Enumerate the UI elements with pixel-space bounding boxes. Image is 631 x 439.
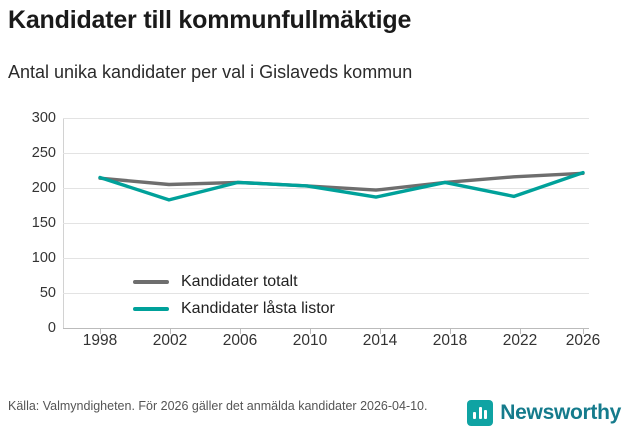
y-tick-label: 300	[31, 110, 56, 126]
legend-label-total: Kandidater totalt	[181, 272, 298, 290]
source-note: Källa: Valmyndigheten. För 2026 gäller det anmälda kandidater 2026-04-10.	[8, 399, 428, 413]
line-kandidater-totalt	[100, 173, 583, 190]
y-tick-label: 50	[39, 285, 56, 301]
chart-canvas	[0, 100, 631, 362]
chart-subtitle: Antal unika kandidater per val i Gislaveds kommun	[8, 62, 413, 82]
x-axis-labels	[63, 332, 601, 356]
x-tick-label: 2014	[362, 332, 398, 349]
x-tick-label: 2018	[432, 332, 468, 349]
y-tick-label: 250	[31, 145, 56, 161]
x-axis-line	[63, 328, 589, 329]
legend-swatch-total	[133, 280, 169, 284]
y-tick-label: 100	[31, 250, 56, 266]
x-tick-label: 1998	[82, 332, 118, 349]
y-tick-label: 150	[31, 215, 56, 231]
x-tick-label: 2006	[222, 332, 258, 349]
bar-chart-icon	[467, 400, 493, 426]
plot-region	[63, 118, 589, 328]
y-tick-label: 0	[47, 320, 56, 336]
brand-logo	[467, 400, 621, 426]
chart-legend	[133, 268, 433, 322]
legend-item-total	[133, 268, 433, 295]
legend-swatch-locked	[133, 307, 169, 311]
brand-name: Newsworthy	[500, 401, 621, 424]
legend-label-locked: Kandidater låsta listor	[181, 299, 335, 317]
footer-divider	[0, 386, 631, 387]
y-axis-labels	[0, 110, 56, 336]
x-tick-label: 2022	[502, 332, 538, 349]
legend-item-locked	[133, 295, 433, 322]
x-tick-label: 2026	[565, 332, 601, 349]
x-tick-label: 2002	[152, 332, 188, 349]
x-tick-label: 2010	[292, 332, 328, 349]
page-title: Kandidater till kommunfullmäktige	[8, 6, 412, 34]
y-tick-label: 200	[31, 180, 56, 196]
